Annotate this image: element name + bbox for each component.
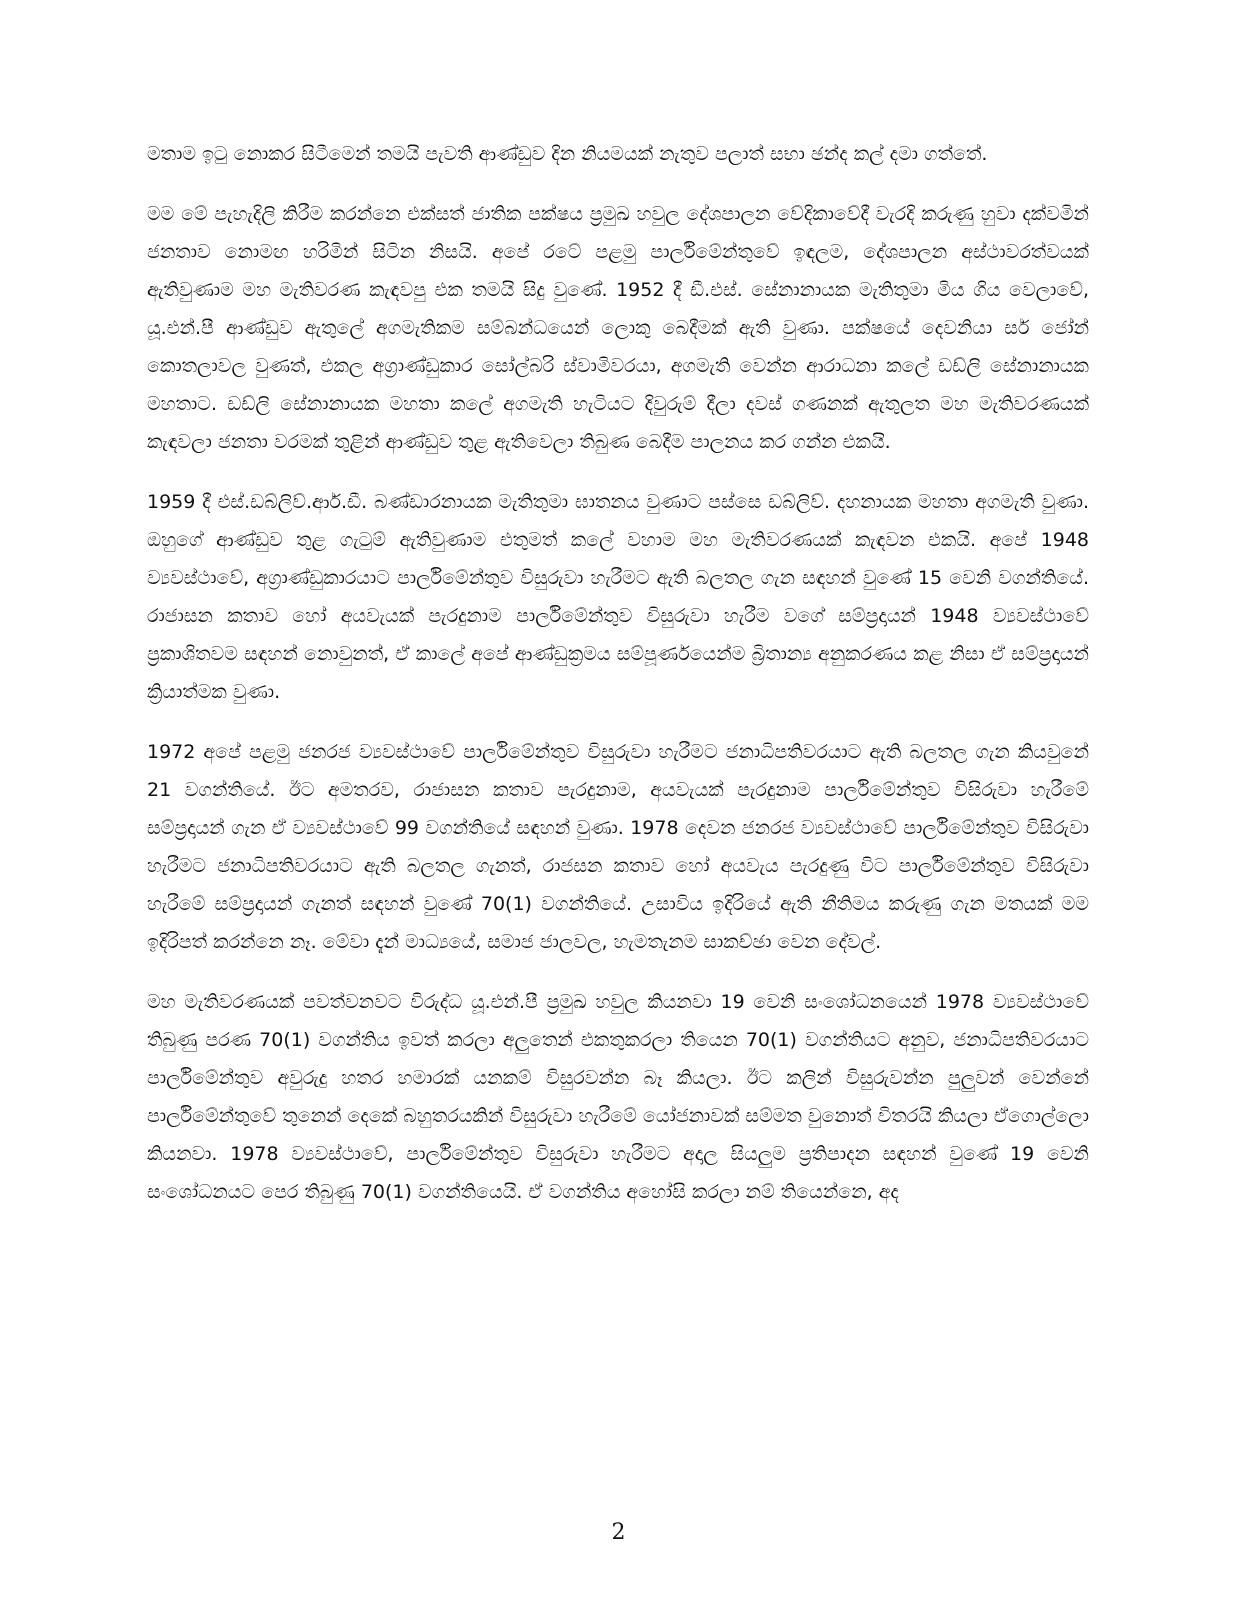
- document-body: [147, 135, 1089, 1233]
- paragraph-3: 1959 දී එස්.ඩබ්ලිව්.ආර්.ඩී. බණ්ඩාරනායක මැතිතුමා ඝාතනය වුණාට පස්සෙ ඩබ්ලිව්. දහනායක මහතා අගමැති වුණා. ඔහුගේ ආණ්ඩුව තුළ ගැටුම් ඇතිවුණාම එතුමත් කලේ වහාම මහ මැතිවරණයක් කැඳවන එකයි. අපේ 1948 ව්‍යවස්ථාවේ, අග්‍රාණ්ඩුකාරයාට පාර්ලිමේන්තුව විසුරුවා හැරීමට ඇති බලතල ගැන සඳහන් වුණේ 15 වෙනි වගන්තියේ. රාජාසන කතාව හෝ අයවැයක් පැරදුනාම පාර්ලිමේන්තුව විසුරුවා හැරීම වගේ සම්ප්‍රදායන් 1948 ව්‍යවස්ථාවේ ප්‍රකාශිතවම සඳහන් නොවුනත්, ඒ කාලේ අපේ ආණ්ඩුක්‍රමය සම්පූර්ණයෙන්ම බ්‍රිතාන්‍ය අනුකරණය කළ නිසා ඒ සම්ප්‍රදායන් ක්‍රියාත්මක වුණා.: [147, 491, 1089, 703]
- paragraph-1: මතාම ඉටු නොකර සිටීමෙන් තමයි පැවති ආණ්ඩුව දින නියමයක් නැතුව පලාත් සභා ඡන්ද කල් දමා ගත්තේ.: [147, 143, 988, 165]
- paragraph-5: මහ මැතිවරණයක් පවත්වනවට විරුද්ධ යූ.එන්.පී ප්‍රමුඛ හවුල කියනවා 19 වෙනි සංශෝධනයෙන් 1978 ව්‍යවස්ථාවේ තිබුණු පරණ 70(1) වගන්තිය ඉවත් කරලා අලුතෙන් එකතුකරලා තියෙන 70(1) වගන්තියට අනුව, ජනාධිපතිවරයාට පාර්ලිමේන්තුව අවුරුදු හතර හමාරක් යනකම් විසුරවන්න බෑ කියලා. ඊට කලින් විසුරුවන්න පුලුවන් වෙන්නේ පාර්ලිමේන්තුවේ තුනෙන් දෙකේ බහුතරයකින් විසුරුවා හැරීමේ යෝජනාවක් සම්මත වුනොත් විතරයි කියලා ඒගොල්ලො කියනවා. 1978 ව්‍යවස්ථාවේ, පාර්ලිමේන්තුව විසුරුවා හැරීමට අදාල සියලුම ප්‍රතිපාදන සඳහන් වුණේ 19 වෙනි සංශෝධනයට පෙර තිබුණු 70(1) වගන්තියෙයි. ඒ වගන්තිය අහෝසි කරලා නම් තියෙන්නෙ, අද: [147, 991, 1089, 1203]
- page-number: 2: [611, 1520, 626, 1545]
- paragraph-2: මම මේ පැහැදිලි කිරීම කරන්නෙ එක්සත් ජාතික පක්ෂය ප්‍රමුඛ හවුල දේශපාලන වේදිකාවේදී වැරදි කරුණු හුවා දක්වමින් ජනතාව නොමඟ හරිමින් සිටින නිසයි. අපේ රටේ පළමු පාර්ලිමේන්තුවේ ඉඳලම, දේශපාලන අස්ථාවරත්වයක් ඇතිවුණාම මහ මැතිවරණ කැඳවපු එක තමයි සිදු වුණේ. 1952 දී ඩී.එස්. සේනානායක මැතිතුමා මිය ගිය වෙලාවේ, යූ.එන්.පී ආණ්ඩුව ඇතුලේ අගමැතිකම සම්බන්ධයෙන් ලොකු බෙදීමක් ඇති වුණා. පක්ෂයේ දෙවනියා සර් ජෝන් කොතලාවල වුණත්, එකල අග්‍රාණ්ඩුකාර සෝල්බරි ස්වාමිවරයා, අගමැති වෙන්න ආරාධනා කලේ ඩඩ්ලි සේනානායක මහතාට. ඩඩ්ලි සේනානායක මහතා කලේ අගමැති හැටියට දිවුරුම් දීලා දවස් ගණනක් ඇතුලත මහ මැතිවරණයක් කැඳවලා ජනතා වරමක් තුළින් ආණ්ඩුව තුළ ඇතිවෙලා තිබුණ බෙදීම පාලනය කර ගන්න එකයි.: [147, 203, 1089, 453]
- paragraph-4: 1972 අපේ පළමු ජනරජ ව්‍යවස්ථාවේ පාර්ලිමේන්තුව විසුරුවා හැරීමට ජනාධිපතිවරයාට ඇති බලතල ගැන කියවුනේ 21 වගන්තියේ. ඊට අමතරව, රාජාසන කතාව පැරදුනාම, අයවැයක් පැරදුනාම පාර්ලිමේන්තුව විසිරුවා හැරීමේ සම්ප්‍රදායන් ගැන ඒ ව්‍යවස්ථාවේ 99 වගන්තියේ සඳහන් වුණා. 1978 දෙවන ජනරජ ව්‍යවස්ථාවේ පාර්ලිමේන්තුව විසිරුවා හැරීමට ජනාධිපතිවරයාට ඇති බලතල ගැනත්, රාජසන කතාව හෝ අයවැය පැරදුණු විට පාර්ලිමේන්තුව විසිරුවා හැරීමේ සම්ප්‍රදායන් ගැනත් සඳහන් වුණේ 70(1) වගන්තියේ. උසාවිය ඉදිරියේ ඇති නීතිමය කරුණු ගැන මතයක් මම ඉදිරිපත් කරන්නෙ නෑ. මේවා දැන් මාධ්‍යයේ, සමාජ ජාලවල, හැමතැනම සාකච්ඡා වෙන දේවල්.: [147, 741, 1089, 953]
